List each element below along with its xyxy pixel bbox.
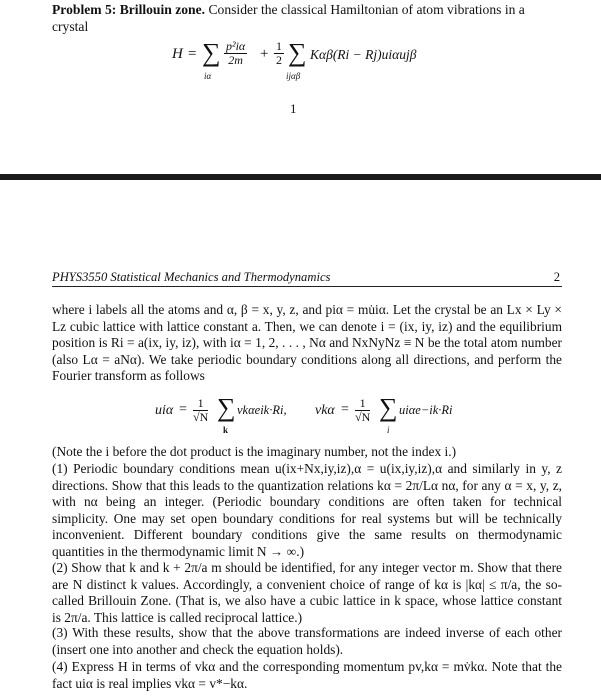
- question-3: (3) With these results, show that the above transformations are indeed inverse of each other (insert one into another and check the equation holds).: [52, 625, 562, 657]
- note-paragraph: (Note the i before the dot product is the imaginary number, not the index i.): [52, 444, 457, 459]
- fourier-right-sum-index: i: [387, 425, 390, 435]
- question-1: (1) Periodic boundary conditions mean u(ix+Nx,iy,iz),α = u(ix,iy,iz),α and similarly in y, z directions. Show that this leads to the quantization relations kα = 2π/Lα nα, for any α = x, y, z, with nα being an integer. (Periodic boundary conditions are often taken for technical simplicity. One may set open boundary conditions for real systems but will be technically inconvenient. Different boundary conditions give the same results on thermodynamic quantities in the thermodynamic limit N → ∞.): [52, 461, 562, 559]
- hamiltonian-lhs: H: [172, 46, 183, 62]
- hamiltonian-sum2-index: ijαβ: [286, 71, 301, 81]
- problem-intro: Consider the classical Hamiltonian of atom vibrations in a crystal: [52, 2, 525, 34]
- fourier-left-sum-index: k: [223, 425, 229, 435]
- page1-number: 1: [290, 101, 297, 116]
- hamiltonian-kinetic-fraction: $\frac{\text{p²iα}}{2m}$: [226, 39, 246, 67]
- fourier-right-lhs: vkα: [315, 403, 335, 418]
- page-break-divider: [0, 174, 601, 180]
- problem-header: [52, 2, 562, 35]
- problem-heading: Problem 5: Brillouin zone.: [52, 2, 206, 17]
- hamiltonian-equation: H = ∑ iα $\frac{\text{p²iα}}{2m}$ + $\frac{1}{2}$ ∑ ijαβ Kαβ(Ri − Rj)uiαujβ: [172, 38, 417, 81]
- fourier-transform-equation: uiα = $\frac{1}{√N}$ ∑ k vkαeik·Ri, vkα = $\frac{1}{√N}$ ∑ i uiαe−ik·Ri: [155, 393, 453, 435]
- question-2: (2) Show that k and k + 2π/a m should be identified, for any integer vector m. Show that there are N distinct k values. Accordingly, a convenient choice of range of kα is |kα| ≤ π/a, the so-called Brillouin Zone. (That is, we also have a cubic lattice in k space, whose lattice constant is 2π/a. This lattice is called reciprocal lattice.): [52, 560, 562, 625]
- fourier-right-term: uiαe−ik·Ri: [399, 403, 453, 417]
- running-header: [52, 270, 562, 287]
- running-header-title: PHYS3550 Statistical Mechanics and Thermodynamics: [52, 270, 331, 284]
- hamiltonian-potential-term: Kαβ(Ri − Rj)uiαujβ: [310, 47, 417, 62]
- question-4: (4) Express H in terms of vkα and the corresponding momentum pv,kα = mv̇kα. Note that the fact uiα is real implies vkα = v*−kα.: [52, 659, 562, 691]
- fourier-left-prefactor: $\frac{1}{√N}$: [193, 396, 209, 424]
- fourier-right-prefactor: $\frac{1}{√N}$: [355, 396, 371, 424]
- page2-number: 2: [553, 270, 560, 284]
- fourier-left-lhs: uiα: [155, 403, 174, 418]
- fourier-left-term: vkαeik·Ri,: [237, 403, 287, 417]
- hamiltonian-sum1-index: iα: [204, 71, 212, 81]
- body-paragraph-definitions: where i labels all the atoms and α, β = x, y, z, and piα = mu̇iα. Let the crystal be an Lx × Ly × Lz cubic lattice with lattice constant a. Then, we can denote i = (ix, iy, iz) and the equilibrium position is Ri = a(ix, iy, iz), with iα = 1, 2, . . . , Nα and NxNyNz ≡ N be the total atom number (also Lα = aNα). We take periodic boundary conditions along all directions, and perform the Fourier transform as follows: [52, 302, 562, 384]
- hamiltonian-half-fraction: $\frac{1}{2}$: [276, 39, 282, 67]
